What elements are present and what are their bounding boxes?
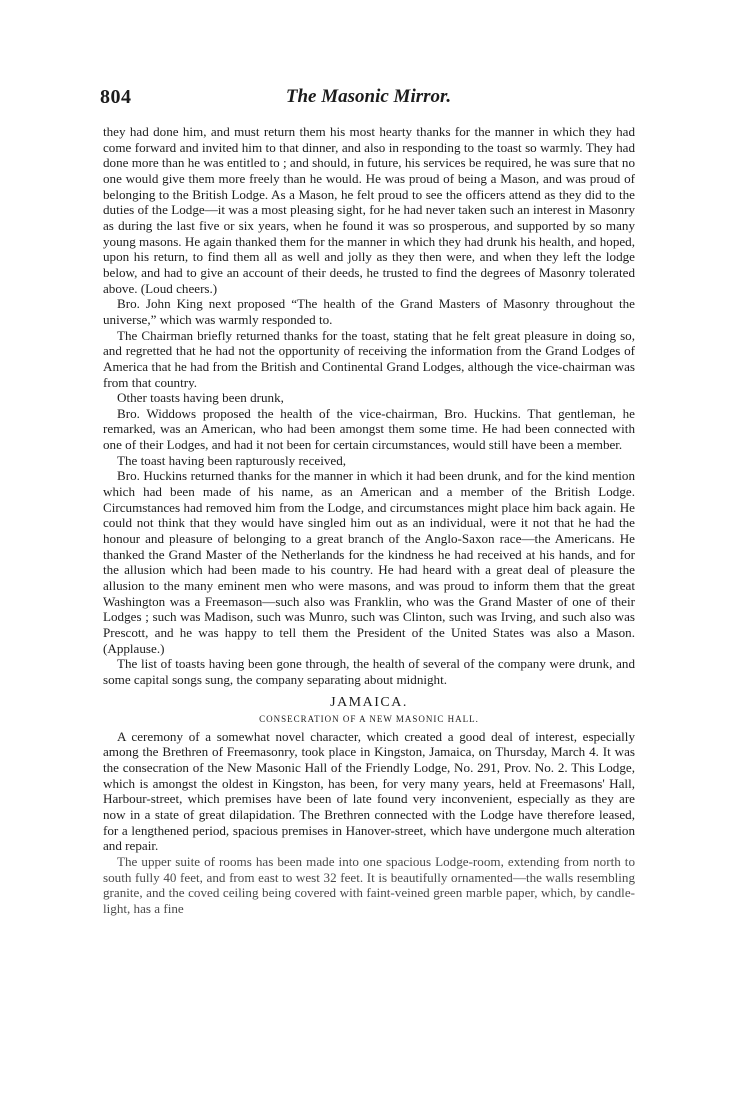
paragraph-continuation: they had done him, and must return them his most hearty thanks for the manner in which they had come forward and invited him to that dinner, and also in responding to the toast so warmly. They had done more than he was entitled to ; and should, in future, his services be required, he was sure that no one would give them more freely than he would. He was proud of being a Mason, and was proud of belonging to the British Lodge. As a Mason, he felt proud to see the officers attend as they did to the duties of the Lodge—it was a most pleasing sight, for he had never taken such an interest in Masonry as during the last five or six years, when he found it was so prosperous, and supported by so many young masons. He again thanked them for the manner in which they had drunk his health, and hoped, upon his return, to find them all as well and jolly as they then were, and when they left the lodge below, and had to give an account of their deeds, he trusted to find the degrees of Masonry tolerated above. (Loud cheers.): [103, 124, 635, 296]
paragraph-closing: The list of toasts having been gone through, the health of several of the company were drunk, and some capital songs sung, the company separating about midnight.: [103, 656, 635, 687]
paragraph-widdows-toast: Bro. Widdows proposed the health of the vice-chairman, Bro. Huckins. That gentleman, he remarked, was an American, who had been amongst them some time. He had been connected with one of their Lodges, and had it not been for certain circumstances, would still have been a member.: [103, 405, 635, 453]
page-number: 804: [100, 86, 132, 108]
paragraph-chairman-reply: The Chairman briefly returned thanks for the toast, stating that he felt great pleasure in doing so, and regretted that he had not the opportunity of receiving the information from the Grand Lodges of America that he had from the British and Continental Grand Lodges, although the vice-chairman was from that country.: [103, 327, 635, 390]
page-header: [100, 86, 637, 114]
section-subtitle: CONSECRATION OF A NEW MASONIC HALL.: [259, 713, 479, 724]
paragraph-toast-received: The toast having been rapturously received,: [117, 452, 347, 468]
paragraph-other-toasts: Other toasts having been drunk,: [117, 390, 284, 406]
running-title: The Masonic Mirror.: [285, 86, 452, 107]
paragraph-king-toast: Bro. John King next proposed “The health of the Grand Masters of Masonry throughout the universe,” which was warmly responded to.: [103, 296, 635, 327]
paragraph-huckins-reply: Bro. Huckins returned thanks for the manner in which it had been drunk, and for the kind mention which had been made of his name, as an American and a member of the British Lodge. Circumstances had removed him from the Lodge, and circumstances might place him back again. He could not think that they would have singled him out as an individual, were it not that he had the honour and pleasure of belonging to a great branch of the Anglo-Saxon race—the Americans. He thanked the Grand Master of the Netherlands for the kindness he had received at his hands, and for the allusion which had been made to his country. He had heard with a great deal of pleasure the allusion to the many eminent men who were masons, and was proud to inform them that the great Washington was a Freemason—such also was Franklin, who was the Grand Master of one of their Lodges ; such was Madison, such was Munro, such was Clinton, such was Irving, and such also was Prescott, and he was happy to tell them the President of the United States was also a Mason. (Applause.): [103, 468, 635, 656]
paragraph-jamaica-rooms: The upper suite of rooms has been made into one spacious Lodge-room, extending from north to south fully 40 feet, and from east to west 32 feet. It is beautifully ornamented—the walls resembling granite, and the coved ceiling being covered with faint-veined green marble paper, which, by candle-light, has a fine: [103, 853, 635, 916]
paragraph-jamaica-ceremony: A ceremony of a somewhat novel character, which created a good deal of interest, especially among the Brethren of Freemasonry, took place in Kingston, Jamaica, on Thursday, March 4. It was the consecration of the New Masonic Hall of the Friendly Lodge, No. 291, Prov. No. 2. This Lodge, which is amongst the oldest in Kingston, has been, for very many years, held at Freemasons' Hall, Harbour-street, which premises have been of late found very inconvenient, especially as they are now in a state of great dilapidation. The Brethren connected with the Lodge have therefore leased, for a lengthened period, spacious premises in Hanover-street, which have undergone much alteration and repair.: [103, 728, 635, 854]
section-title: JAMAICA.: [330, 694, 408, 710]
article-body: [103, 124, 635, 917]
